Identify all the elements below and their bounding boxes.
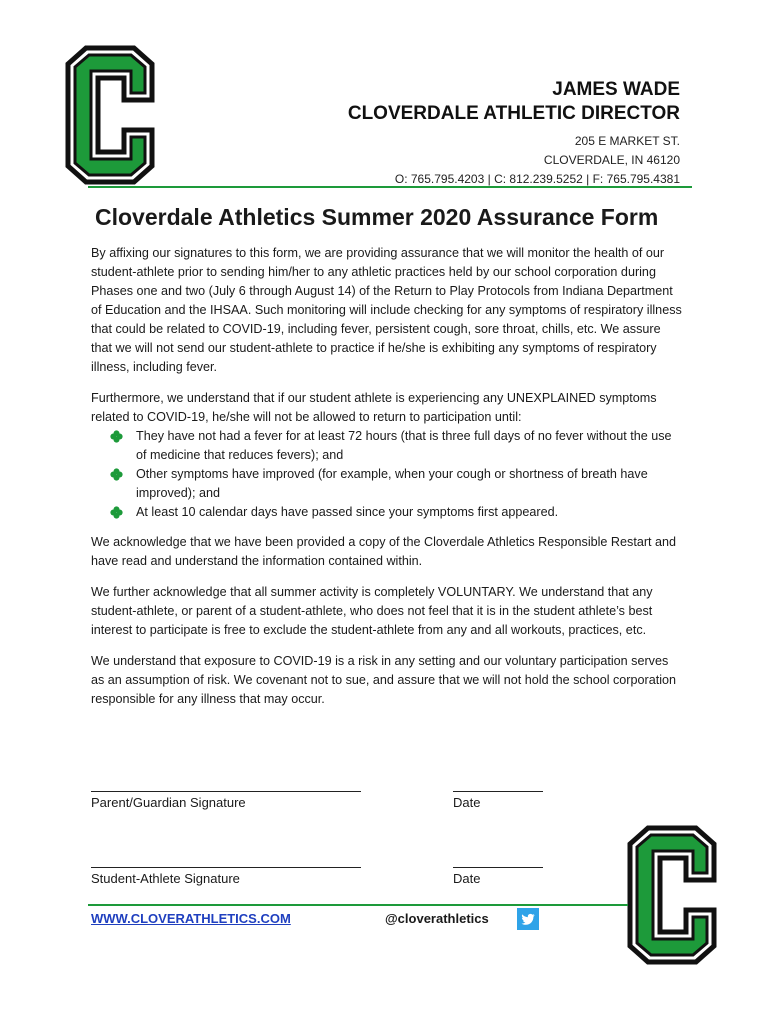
- student-signature-line[interactable]: [91, 867, 361, 868]
- student-date-label: Date: [453, 871, 481, 886]
- form-title: Cloverdale Athletics Summer 2020 Assurance Form: [95, 204, 659, 230]
- header-divider: [88, 186, 692, 188]
- paragraph-voluntary: We further acknowledge that all summer activity is completely VOLUNTARY. We understand that any student-athlete, or parent of a student-athlete, who does not feel that it is in the student athlete’s best interest to participate is free to exclude the student-athlete from any and all workouts, practices, etc.: [91, 585, 653, 637]
- condition-text: They have not had a fever for at least 72 hours (that is three full days of no fever without the use of medicine that reduces fevers); and: [136, 429, 672, 462]
- director-name: JAMES WADE: [552, 79, 680, 100]
- footer-divider: [88, 904, 628, 906]
- twitter-bird-icon: [517, 908, 539, 930]
- clover-bullet-icon: [110, 468, 123, 481]
- paragraph-risk: We understand that exposure to COVID-19 is a risk in any setting and our voluntary participation serves as an assumption of risk. We covenant not to sue, and assure that we will not hold the school corporation responsible for any illness that may occur.: [91, 654, 677, 706]
- condition-text: Other symptoms have improved (for example, when your cough or shortness of breath have improved); and: [136, 467, 648, 500]
- cloverdale-c-logo: [620, 824, 724, 966]
- address-line-2: CLOVERDALE, IN 46120: [543, 153, 680, 167]
- website-link[interactable]: WWW.CLOVERATHLETICS.COM: [91, 911, 291, 926]
- list-item: [91, 503, 683, 522]
- parent-date-label: Date: [453, 795, 481, 810]
- list-item: [91, 465, 683, 503]
- header-contact: [348, 78, 680, 189]
- cloverdale-c-logo: [58, 44, 162, 186]
- conditions-list: [91, 427, 683, 522]
- clover-bullet-icon: [110, 506, 123, 519]
- phone-numbers: O: 765.795.4203 | C: 812.239.5252 | F: 765.795.4381: [394, 172, 680, 186]
- clover-bullet-icon: [110, 430, 123, 443]
- student-date-line[interactable]: [453, 867, 543, 868]
- paragraph-conditions-intro: Furthermore, we understand that if our student athlete is experiencing any UNEXPLAINED symptoms related to COVID-19, he/she will not be allowed to return to participation until:: [91, 391, 657, 424]
- student-signature-label: Student-Athlete Signature: [91, 871, 240, 886]
- twitter-button[interactable]: [517, 908, 539, 930]
- twitter-handle: @cloverathletics: [385, 911, 489, 926]
- paragraph-monitoring: By affixing our signatures to this form, we are providing assurance that we will monitor the health of our student-athlete prior to sending him/her to any athletic practices held by our school corporation during Phases one and two (July 6 through August 14) of the Return to Play Protocols from Indiana Department of Education and the IHSAA. Such monitoring will include checking for any symptoms of respiratory illness that could be related to COVID-19, including fever, persistent cough, sore throat, chills, etc. We assure that we will not send our student-athlete to practice if he/she is exhibiting any symptoms of respiratory illness, including fever.: [91, 246, 682, 374]
- form-content: [91, 200, 683, 721]
- parent-date-line[interactable]: [453, 791, 543, 792]
- list-item: [91, 427, 683, 465]
- condition-text: At least 10 calendar days have passed since your symptoms first appeared.: [136, 505, 559, 519]
- parent-signature-label: Parent/Guardian Signature: [91, 795, 246, 810]
- parent-signature-line[interactable]: [91, 791, 361, 792]
- director-title: CLOVERDALE ATHLETIC DIRECTOR: [347, 103, 680, 124]
- paragraph-acknowledge-copy: We acknowledge that we have been provided a copy of the Cloverdale Athletics Responsible Restart and have read and understand the information contained within.: [91, 535, 677, 568]
- address-line-1: 205 E MARKET ST.: [574, 134, 680, 148]
